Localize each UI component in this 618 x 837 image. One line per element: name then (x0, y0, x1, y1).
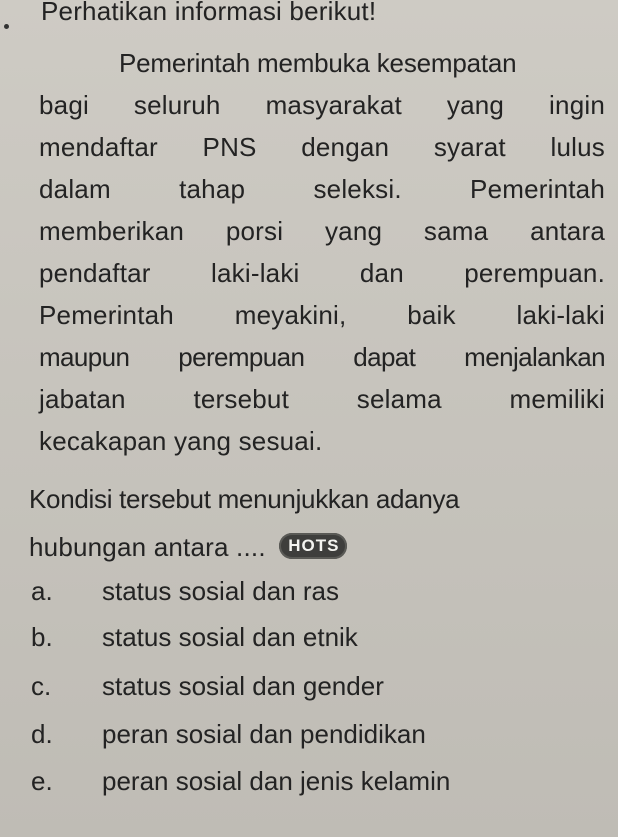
question-text: hubungan antara .... (29, 532, 266, 562)
hots-badge: HOTS (279, 533, 347, 559)
paragraph-line: bagi seluruh masyarakat yang ingin (39, 90, 605, 120)
question-line: Kondisi tersebut menunjukkan adanya (29, 484, 460, 514)
paragraph-line: Pemerintah meyakini, baik laki-laki (39, 300, 605, 330)
option-d[interactable] (31, 717, 426, 751)
option-c[interactable] (31, 669, 384, 703)
paragraph-line: pendaftar laki-laki dan perempuan. (39, 258, 605, 288)
paragraph-line: memberikan porsi yang sama antara (39, 216, 605, 246)
option-text: peran sosial dan pendidikan (102, 719, 426, 749)
option-letter: e. (31, 766, 53, 796)
option-e[interactable] (31, 764, 450, 798)
question-line (29, 530, 347, 564)
paragraph-line: dalam tahap seleksi. Pemerintah (39, 174, 605, 204)
option-text: peran sosial dan jenis kelamin (102, 766, 451, 796)
option-a[interactable] (31, 574, 339, 608)
option-letter: a. (31, 576, 53, 606)
paragraph-line: Pemerintah membuka kesempatan (119, 48, 517, 78)
option-letter: c. (31, 671, 52, 701)
paragraph-line: jabatan tersebut selama memiliki (39, 384, 605, 414)
option-text: status sosial dan gender (102, 671, 384, 701)
option-text: status sosial dan ras (102, 576, 340, 606)
paragraph-line: mendaftar PNS dengan syarat lulus (39, 132, 605, 162)
option-text: status sosial dan etnik (102, 622, 358, 652)
paragraph-line: maupun perempuan dapat menjalankan (39, 342, 605, 372)
paragraph-line: kecakapan yang sesuai. (39, 426, 323, 456)
option-letter: d. (31, 719, 53, 749)
option-letter: b. (31, 622, 53, 652)
info-heading: Perhatikan informasi berikut! (41, 0, 377, 26)
option-b[interactable] (31, 620, 358, 654)
bullet-mark (4, 24, 9, 29)
